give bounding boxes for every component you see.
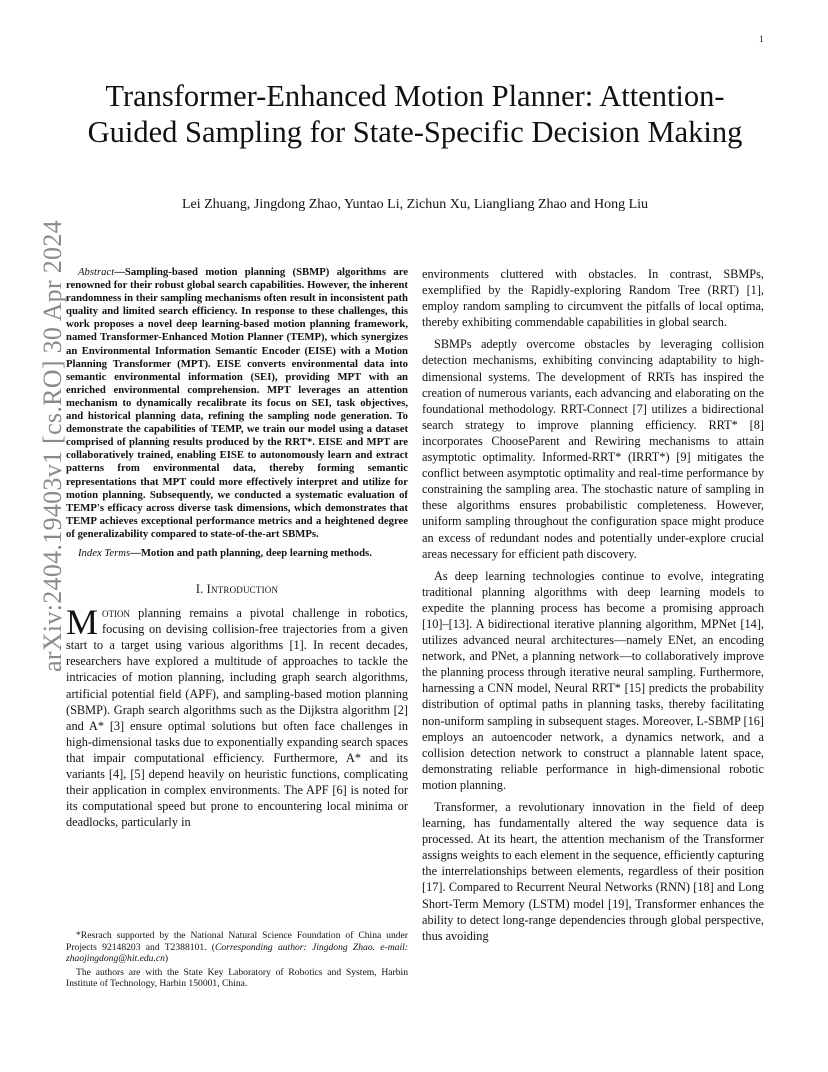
page-number: 1 <box>759 34 764 44</box>
section-number: I. <box>195 582 204 597</box>
paper-title: Transformer-Enhanced Motion Planner: Attention-Guided Sampling for State-Specific Decision Making <box>87 79 743 149</box>
arxiv-stamp: arXiv:2404.19403v1 [cs.RO] 30 Apr 2024 <box>38 220 67 672</box>
paragraph: Transformer, a revolutionary innovation in the field of deep learning, has fundamentally altered the way sequence data is processed. At its heart, the attention mechanism of the Transformer assigns weights to each element in the sequence, efficiently capturing the interrelationships between elements, regardless of their position [17]. Compared to Recurrent Neural Networks (RNN) [18] and Long Short-Term Memory (LSTM) model [19], Transformer enhances the ability to detect long-range dependencies through global perspective, thus avoiding <box>422 800 764 943</box>
section-name: Introduction <box>206 582 279 597</box>
paragraph: As deep learning technologies continue to evolve, integrating traditional planning algorithms with deep learning models to expedite the planning process has become a promising approach [10]–[13]. A bidirectional iterative planning algorithm, MPNet [14], utilizes advanced neural architectures—namely ENet, an encoding network, and PNet, a planning network—to collaboratively improve the planning process through iterative neural sampling. Furthermore, harnessing a CNN model, Neural RRT* [15] predicts the probability distribution of optimal paths in planning tasks, thereby facilitating non-uniform sampling in subsequent stages. Moreover, L-SBMP [16] employs an autoencoder network, a dynamics network, and a collision detection network to construct a plannable latent space, demonstrating reliable performance in high-dimensional robotic motion planning. <box>422 568 764 792</box>
drop-cap: M <box>66 602 99 643</box>
intro-text: planning remains a pivotal challenge in robotics, focusing on devising collision-free trajectories from a given start to a target using various algorithms [1]. In recent decades, researchers have explored a multitude of approaches to tackle the intricacies of motion planning, including graph search algorithms, artificial potential field (APF), and sampling-based motion planning (SBMP). Graph search algorithms such as the Dijkstra algorithm [2] and A* [3] ensure optimal solutions but often face challenges in high-dimensional tasks due to exponentially expanding search spaces that impair computational efficiency. Furthermore, A* and its variants [4], [5] depend heavily on heuristic functions, complicating their application in complex environments. The APF [6] is noted for its computational speed but prone to encountering local minima or deadlocks, particularly in <box>66 606 408 830</box>
author-list: Lei Zhuang, Jingdong Zhao, Yuntao Li, Zichun Xu, Liangliang Zhao and Hong Liu <box>181 197 649 212</box>
paragraph: environments cluttered with obstacles. In contrast, SBMPs, exemplified by the Rapidly-exploring Random Tree (RRT) [1], employ random sampling to circumvent the pitfalls of local optima, thereby exhibiting commendable capabilities in global search. <box>422 267 764 330</box>
paragraph: SBMPs adeptly overcome obstacles by leveraging collision detection mechanisms, exhibiting convincing adaptability to high-dimensional systems. The development of RRTs has inspired the creation of numerous variants, each advancing and elaborating on the foundational methodology. RRT-Connect [7] utilizes a bidirectional search strategy to improve planning efficiency. RRT* [8] incorporates ChooseParent and Rewiring mechanisms to attain asymptotic optimality. Informed-RRT* (IRRT*) [9] mitigates the conflict between asymptotic optimality and real-time performance by constraining the sampling area. The stochastic nature of sampling in these algorithms ensures probabilistic completeness. However, uniform sampling throughout the configuration space might produce an excess of redundant nodes and potentially under-explore crucial areas necessary for efficient path discovery. <box>422 337 764 561</box>
abstract: Abstract—Sampling-based motion planning (SBMP) algorithms are renowned for their robust global search capabilities. However, the inherent randomness in their sampling mechanisms often result in inconsistent path quality and limited search efficiency. In response to these challenges, this work proposes a novel deep learning-based motion planning framework, named Transformer-Enhanced Motion Planner (TEMP), which synergizes an Environmental Information Semantic Encoder (EISE) with a Motion Planning Transformer (MPT). EISE converts environmental data into semantic environmental information (SEI), providing MPT with an enriched environmental comprehension. MPT leverages an attention mechanism to dynamically recalibrate its focus on SEI, task objectives, and historical planning data, refining the sampling node generation. To demonstrate the capabilities of TEMP, we train our model using a dataset comprised of planning results produced by the RRT*. EISE and MPT are collaboratively trained, enabling EISE to autonomously learn and extract patterns from environmental data, thereby forming semantic representations that MPT could more effectively interpret and utilize for motion planning. Subsequently, we conducted a systematic evaluation of TEMP's efficacy across diverse task dimensions, which demonstrates that TEMP achieves exceptional performance metrics and a heightened degree of generalizability compared to state-of-the-art SBMPs. <box>66 266 408 540</box>
index-terms-text: Motion and path planning, deep learning methods. <box>140 546 372 559</box>
intro-lead: otion <box>102 606 131 621</box>
intro-paragraph <box>66 602 408 830</box>
corresponding-author: Corresponding author: Jingdong Zhao. e-mail: zhaojingdong@hit.edu.cn <box>66 941 408 965</box>
footnote-affiliation: The authors are with the State Key Laboratory of Robotics and System, Harbin Institute of Technology, Harbin 150001, China. <box>66 966 408 990</box>
abstract-text: Sampling-based motion planning (SBMP) algorithms are renowned for their robust global search capabilities. However, the inherent randomness in their sampling mechanisms often result in inconsistent path quality and limited search efficiency. In response to these challenges, this work proposes a novel deep learning-based motion planning framework, named Transformer-Enhanced Motion Planner (TEMP), which synergizes an Environmental Information Semantic Encoder (EISE) with a Motion Planning Transformer (MPT). EISE converts environmental data into semantic environmental information (SEI), providing MPT with an enriched environmental comprehension. MPT leverages an attention mechanism to dynamically recalibrate its focus on SEI, task objectives, and historical planning data, refining the sampling node generation. To demonstrate the capabilities of TEMP, we train our model using a dataset comprised of planning results produced by the RRT*. EISE and MPT are collaboratively trained, enabling EISE to autonomously learn and extract patterns from environmental data, thereby forming semantic representations that MPT could more effectively interpret and utilize for motion planning. Subsequently, we conducted a systematic evaluation of TEMP's efficacy across diverse task dimensions, which demonstrates that TEMP achieves exceptional performance metrics and a heightened degree of generalizability compared to state-of-the-art SBMPs. <box>66 266 408 540</box>
footnote-support: *Resrach supported by the National Natural Science Foundation of China under Projects 92148203 and T2388101. (Corresponding author: Jingdong Zhao. e-mail: zhaojingdong@hit.edu.cn) <box>66 930 408 965</box>
footnotes <box>66 930 408 992</box>
right-column <box>422 266 764 944</box>
index-terms-label: Index Terms <box>78 546 131 559</box>
index-terms: Index Terms—Motion and path planning, deep learning methods. <box>78 546 372 559</box>
section-heading <box>66 582 408 597</box>
abstract-label: Abstract <box>78 266 115 278</box>
left-column <box>66 266 408 830</box>
